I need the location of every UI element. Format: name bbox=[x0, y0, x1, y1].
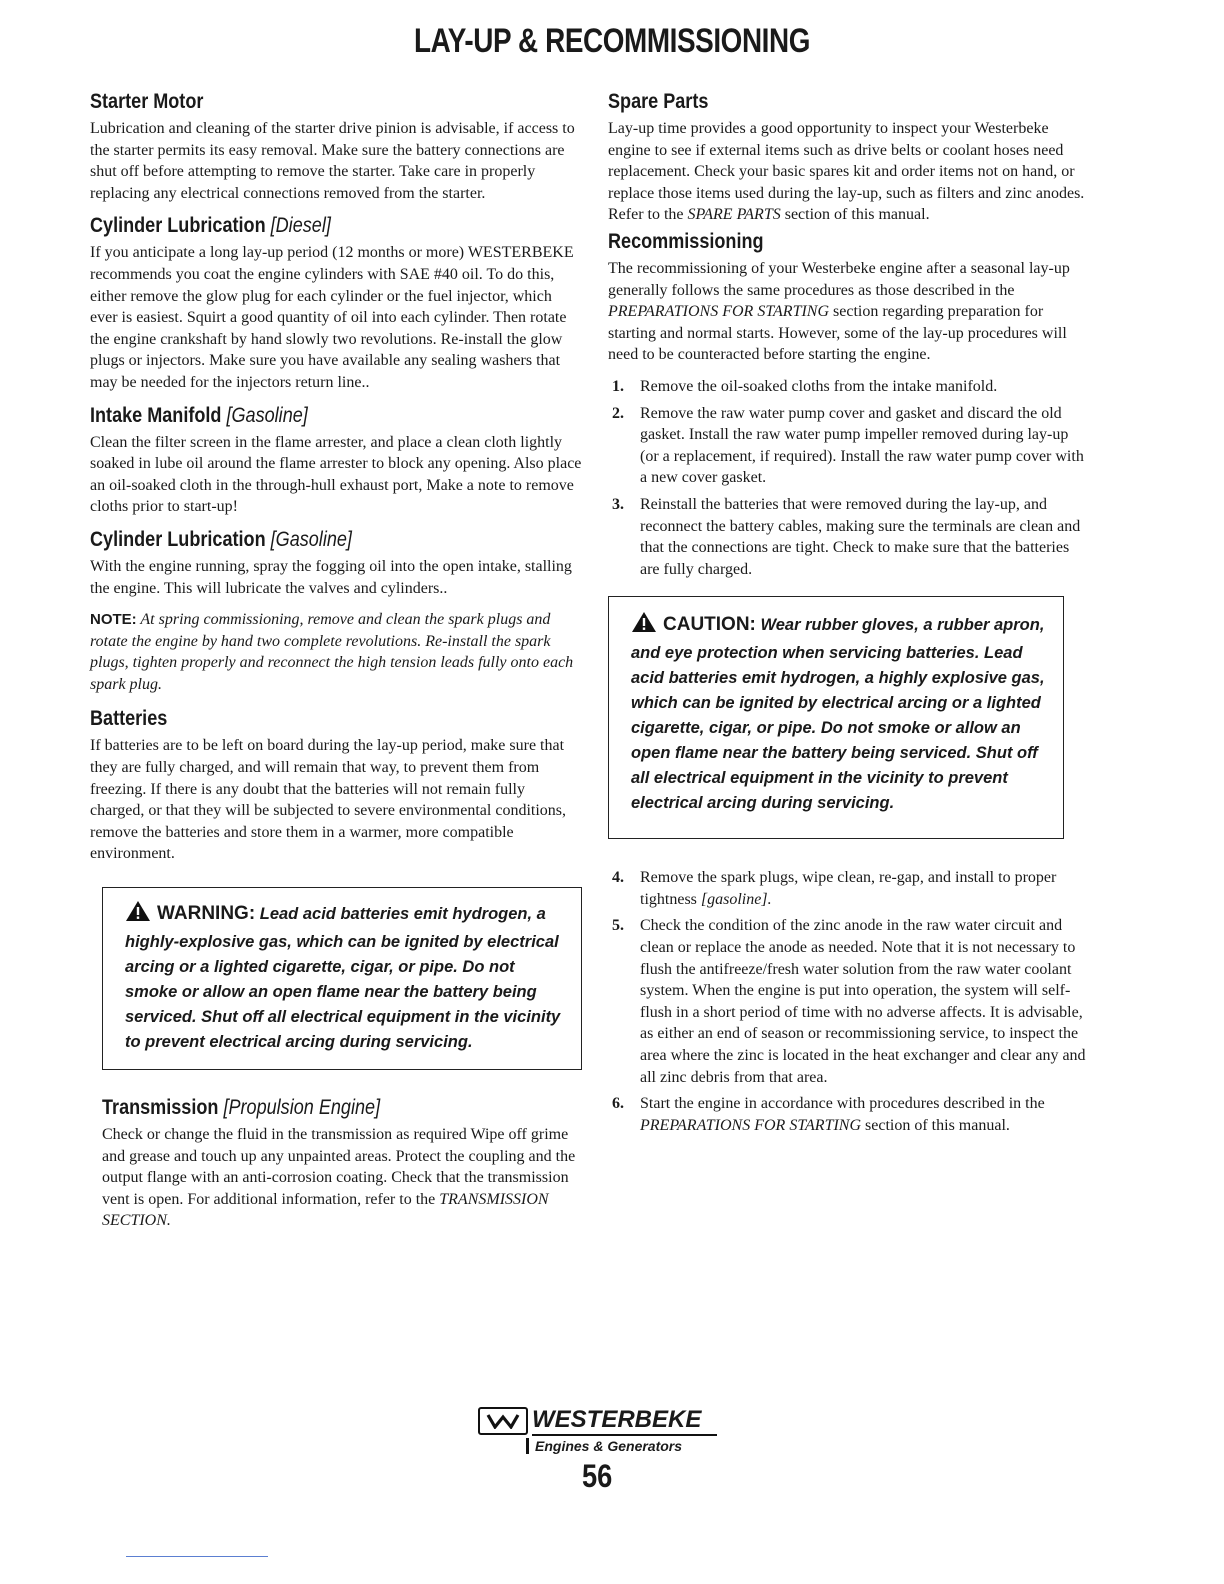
step-number: 3. bbox=[612, 495, 624, 513]
step-tag: [gasoline]. bbox=[700, 890, 772, 908]
page-number: 56 bbox=[582, 1458, 613, 1494]
spare-parts-text: Lay-up time provides a good opportunity to inspect your Westerbeke engine to see if external items such as drive belts or coolant hoses need replacement. Check your basic spares kit and order items not on hand, or replace those items used during the lay-up, such as filters and zinc anodes. Refer to the bbox=[608, 120, 1085, 224]
cylinder-gasoline-title: Cylinder Lubrication bbox=[90, 527, 266, 551]
batteries-body: If batteries are to be left on board during the lay-up period, make sure that they are fully charged, and will remain that way, to prevent them from freezing. If there is any doubt that the batteries will not remain fully charged, or that they will be subjected to severe environmental conditions, remove the batteries and store them in a warmer, more compatible environment. bbox=[90, 737, 567, 863]
caution-box bbox=[608, 596, 1064, 839]
step-item bbox=[608, 867, 1090, 910]
step-text: Remove the oil-soaked cloths from the intake manifold. bbox=[640, 377, 998, 395]
step-number: 4. bbox=[612, 869, 624, 887]
right-column bbox=[608, 90, 1090, 1144]
step-item bbox=[608, 915, 1090, 1088]
caution-icon bbox=[631, 611, 657, 641]
recommissioning-ref: PREPARATIONS FOR STARTING bbox=[608, 303, 830, 321]
recommissioning-body bbox=[608, 258, 1090, 366]
step-text: Start the engine in accordance with procedures described in the bbox=[640, 1095, 1045, 1113]
transmission-ref: TRANSMISSION SECTION. bbox=[102, 1190, 549, 1230]
warning-label: WARNING: bbox=[157, 903, 256, 925]
transmission-body bbox=[102, 1124, 582, 1232]
transmission-text: Check or change the fluid in the transmission as required Wipe off grime and grease and touch up any unpainted areas. Protect the coupling and the output flange with an anti-corrosion coating. Check that the transmission vent is open. For additional information, refer to the bbox=[102, 1126, 576, 1208]
recommissioning-text-a: The recommissioning of your Westerbeke engine after a seasonal lay-up generally follows the same procedures as those described in the bbox=[608, 259, 1070, 299]
step-item bbox=[608, 1093, 1090, 1136]
cylinder-diesel-tag: [Diesel] bbox=[270, 214, 331, 238]
step-number: 6. bbox=[612, 1095, 624, 1113]
warning-icon bbox=[125, 900, 151, 930]
spare-parts-body bbox=[608, 118, 1090, 226]
intake-manifold-heading bbox=[90, 404, 513, 428]
step-text: Reinstall the batteries that were removed during the lay-up, and reconnect the battery cables, making sure the terminals are clean and that the connections are tight. Check to make sure that the batteries are fully charged. bbox=[640, 495, 1081, 578]
spare-parts-ref: SPARE PARTS bbox=[687, 206, 781, 224]
spare-parts-tail: section of this manual. bbox=[784, 206, 930, 224]
warning-box bbox=[102, 887, 582, 1070]
intake-manifold-tag: [Gasoline] bbox=[226, 403, 308, 427]
cylinder-gasoline-heading bbox=[90, 528, 513, 552]
caution-text: Wear rubber gloves, a rubber apron, and eye protection when servicing batteries. Lead acid batteries emit hydrogen, a highly explosive gas, which can be ignited by electrical arcing or a lighted cigarette, cigar, or pipe. Do not smoke or allow an open flame near the battery being serviced. Shut off all electrical equipment in the vicinity to prevent electrical arcing during servicing. bbox=[631, 616, 1045, 813]
step-text: Remove the raw water pump cover and gasket and discard the old gasket. Install the raw water pump impeller removed during lay-up (or a replacement, if required). Install the raw water pump cover with a new cover gasket. bbox=[640, 404, 1084, 487]
step-number: 5. bbox=[612, 917, 624, 935]
intake-manifold-title: Intake Manifold bbox=[90, 403, 222, 427]
recommissioning-steps bbox=[608, 376, 1090, 580]
spare-parts-heading: Spare Parts bbox=[608, 90, 709, 113]
step-number: 2. bbox=[612, 404, 624, 422]
step-tail: section of this manual. bbox=[865, 1116, 1010, 1134]
cylinder-diesel-body: If you anticipate a long lay-up period (12 months or more) WESTERBEKE recommends you coat the engine cylinders with SAE #40 oil. To do this, either remove the glow plug for each cylinder or the fuel injector, which ever is easiest. Squirt a good quantity of oil into each cylinder. Then rotate the engine crankshaft by hand slowly two revolutions. Re-install the glow plugs or injectors. Make sure you have available any sealing washers that may be needed for the injectors return line.. bbox=[90, 244, 574, 391]
brand-name: WESTERBEKE bbox=[532, 1406, 717, 1436]
step-item bbox=[608, 403, 1090, 489]
step-item bbox=[608, 376, 1090, 398]
cylinder-diesel-heading bbox=[90, 214, 513, 238]
step-ref: PREPARATIONS FOR STARTING bbox=[640, 1116, 862, 1134]
recommissioning-heading: Recommissioning bbox=[608, 229, 764, 253]
w-logo-icon bbox=[478, 1407, 528, 1435]
recommissioning-steps-continued bbox=[608, 867, 1090, 1136]
batteries-heading: Batteries bbox=[90, 707, 168, 731]
step-text: Check the condition of the zinc anode in the raw water circuit and clean or replace the anode as needed. Note that it is not necessary to flush the antifreeze/fresh water solution from the raw water coolant system. When the engine is put into operation, the system will self-flush in a short period of time with no adverse affects. It is advisable, as either an end of season or recommissioning service, to inspect the area where the zinc is located in the heat exchanger and clear any and all zinc debris from that area. bbox=[640, 917, 1086, 1086]
step-item bbox=[608, 494, 1090, 580]
spark-plug-note bbox=[90, 609, 582, 695]
scan-divider bbox=[126, 1556, 268, 1557]
step-number: 1. bbox=[612, 377, 624, 395]
left-column bbox=[90, 90, 582, 1242]
cylinder-gasoline-body: With the engine running, spray the fogging oil into the open intake, stalling the engine. This will lubricate the valves and cylinders.. bbox=[90, 557, 572, 597]
recommissioning-text-b: section regarding preparation for starting and normal starts. However, some of the lay-up procedures will need to be counteracted before starting the engine. bbox=[608, 303, 1067, 364]
transmission-title: Transmission bbox=[102, 1096, 219, 1120]
cylinder-diesel-title: Cylinder Lubrication bbox=[90, 214, 266, 238]
westerbeke-logo bbox=[478, 1406, 738, 1454]
page-title: LAY-UP & RECOMMISSIONING bbox=[413, 22, 811, 60]
caution-label: CAUTION: bbox=[663, 614, 756, 636]
starter-motor-heading: Starter Motor bbox=[90, 90, 204, 113]
note-label: NOTE: bbox=[90, 611, 137, 629]
starter-motor-body: Lubrication and cleaning of the starter drive pinion is advisable, if access to the starter permits its easy removal. Make sure the battery connections are shut off before attempting to remove the starter. Take care in properly replacing any electrical connections removed from the starter. bbox=[90, 120, 575, 202]
cylinder-gasoline-tag: [Gasoline] bbox=[270, 527, 352, 551]
step-text: Remove the spark plugs, wipe clean, re-gap, and install to proper tightness bbox=[640, 869, 1057, 908]
transmission-heading bbox=[102, 1096, 515, 1120]
brand-tagline: Engines & Generators bbox=[526, 1438, 738, 1454]
transmission-tag: [Propulsion Engine] bbox=[223, 1096, 381, 1120]
intake-manifold-body: Clean the filter screen in the flame arrester, and place a clean cloth lightly soaked in lube oil around the flame arrester to block any opening. Also place an oil-soaked cloth in the through-hull exhaust port, Make a note to remove cloths prior to start-up! bbox=[90, 433, 582, 516]
note-text: At spring commissioning, remove and clean the spark plugs and rotate the engine by hand two complete revolutions. Re-install the spark plugs, tighten properly and reconnect the high tension leads fully onto each spark plug. bbox=[90, 611, 574, 693]
warning-text: Lead acid batteries emit hydrogen, a highly-explosive gas, which can be ignited by electrical arcing or a lighted cigarette, cigar, or pipe. Do not smoke or allow an open flame near the battery being serviced. Shut off all electrical equipment in the vicinity to prevent electrical arcing during servicing. bbox=[125, 905, 561, 1052]
